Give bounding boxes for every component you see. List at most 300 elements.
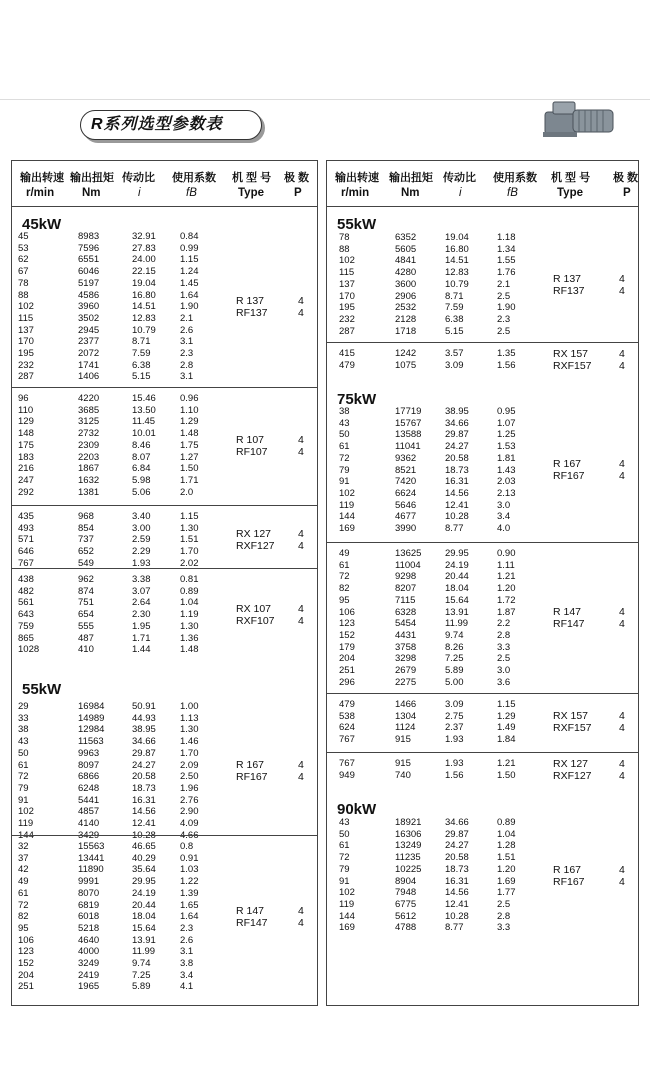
ratio-cell: 12.83 (132, 312, 156, 324)
speed-cell: 72 (18, 771, 29, 783)
ratio-cell: 44.93 (132, 712, 156, 724)
factor-cell: 1.49 (497, 722, 516, 734)
factor-cell: 2.13 (497, 487, 516, 499)
factor-cell: 1.22 (180, 876, 199, 888)
factor-cell: 4.66 (180, 829, 199, 841)
speed-cell: 37 (18, 852, 29, 864)
ratio-cell: 9.74 (445, 629, 464, 641)
factor-cell: 1.30 (180, 522, 199, 534)
ratio-cell: 19.04 (132, 277, 156, 289)
section-title: 55kW (337, 216, 377, 233)
speed-cell: 78 (339, 232, 350, 243)
ratio-cell: 1.93 (445, 734, 464, 746)
torque-cell: 15767 (395, 417, 422, 429)
speed-cell: 144 (18, 829, 34, 841)
speed-cell: 43 (339, 417, 350, 429)
factor-cell: 1.18 (497, 232, 516, 243)
pole-count: 4 (298, 602, 304, 615)
speed-cell: 183 (18, 451, 34, 463)
speed-cell: 251 (339, 665, 355, 676)
torque-cell: 2945 (78, 324, 100, 336)
speed-cell: 144 (339, 511, 355, 523)
factor-cell: 1.24 (180, 266, 199, 278)
model-type: R 147 (553, 606, 582, 619)
torque-cell: 15563 (78, 841, 105, 852)
factor-cell: 1.15 (180, 254, 199, 266)
factor-cell: 1.72 (497, 594, 516, 606)
factor-cell: 1.27 (180, 451, 199, 463)
factor-cell: 1.34 (497, 243, 516, 255)
factor-cell: 0.96 (180, 393, 199, 404)
ratio-cell: 50.91 (132, 701, 156, 712)
section-title: 90kW (337, 801, 377, 818)
factor-cell: 2.6 (180, 934, 194, 946)
torque-cell: 9298 (395, 571, 417, 583)
torque-cell: 6328 (395, 606, 417, 618)
torque-cell: 9963 (78, 747, 100, 759)
factor-cell: 1.70 (180, 747, 199, 759)
factor-cell: 1.81 (497, 452, 516, 464)
torque-cell: 8207 (395, 583, 417, 595)
torque-cell: 7596 (78, 242, 100, 254)
header-poles-unit: P (294, 187, 302, 199)
speed-cell: 287 (18, 371, 34, 383)
speed-cell: 292 (18, 486, 34, 498)
ratio-cell: 11.99 (132, 946, 156, 958)
group-divider (12, 505, 317, 506)
factor-cell: 1.70 (180, 546, 199, 558)
speed-cell: 415 (339, 348, 355, 359)
header-torque: 输出扭矩 (389, 172, 433, 184)
ratio-cell: 10.79 (445, 278, 469, 290)
speed-cell: 179 (339, 641, 355, 653)
factor-cell: 1.71 (180, 474, 199, 486)
ratio-cell: 22.15 (132, 266, 156, 278)
speed-cell: 102 (18, 806, 34, 818)
speed-cell: 115 (339, 267, 355, 279)
speed-cell: 195 (18, 348, 34, 359)
factor-cell: 3.3 (497, 922, 511, 934)
torque-cell: 1075 (395, 359, 417, 371)
speed-cell: 493 (18, 522, 34, 534)
ratio-cell: 18.73 (445, 464, 469, 476)
group-divider (327, 752, 638, 753)
ratio-cell: 29.95 (445, 548, 469, 559)
speed-cell: 435 (18, 511, 34, 522)
header-model-unit: Type (557, 187, 583, 199)
factor-cell: 2.3 (497, 313, 511, 325)
factor-cell: 1.25 (497, 429, 516, 441)
torque-cell: 549 (78, 557, 94, 569)
ratio-cell: 34.66 (445, 817, 469, 828)
factor-cell: 1.50 (497, 769, 516, 781)
pole-count: 4 (298, 540, 304, 553)
ratio-cell: 1.71 (132, 632, 151, 644)
header-ratio: 传动比 (443, 172, 476, 184)
factor-cell: 1.20 (497, 863, 516, 875)
torque-cell: 915 (395, 758, 411, 769)
pole-count: 4 (298, 433, 304, 446)
pole-count: 4 (619, 470, 625, 483)
speed-cell: 538 (339, 710, 355, 722)
ratio-cell: 3.09 (445, 359, 464, 371)
gear-motor-image (543, 98, 618, 140)
ratio-cell: 13.50 (132, 404, 156, 416)
torque-cell: 1965 (78, 981, 100, 993)
torque-cell: 6775 (395, 898, 417, 910)
ratio-cell: 32.91 (132, 231, 156, 242)
speed-cell: 72 (339, 852, 350, 864)
speed-cell: 170 (339, 290, 355, 302)
torque-cell: 4857 (78, 806, 100, 818)
factor-cell: 3.8 (180, 958, 194, 969)
torque-cell: 5441 (78, 794, 100, 806)
torque-cell: 915 (395, 734, 411, 746)
model-type: R 167 (553, 863, 582, 876)
ratio-cell: 8.71 (445, 290, 464, 302)
factor-cell: 3.4 (180, 969, 194, 981)
pole-count: 4 (298, 759, 304, 772)
ratio-cell: 7.25 (445, 653, 464, 665)
ratio-cell: 40.29 (132, 852, 156, 864)
torque-cell: 737 (78, 534, 94, 546)
torque-cell: 11235 (395, 852, 421, 864)
speed-cell: 232 (339, 313, 355, 325)
ratio-cell: 24.27 (132, 759, 156, 771)
header-ratio-unit: i (459, 187, 462, 199)
header-poles: 极 数 (613, 172, 639, 184)
torque-cell: 4220 (78, 393, 100, 404)
header-ratio: 传动比 (122, 172, 155, 184)
speed-cell: 88 (339, 243, 350, 255)
speed-cell: 72 (18, 899, 29, 911)
factor-cell: 1.21 (497, 571, 516, 583)
factor-cell: 1.69 (497, 875, 516, 887)
torque-cell: 4788 (395, 922, 417, 934)
factor-cell: 1.35 (497, 348, 516, 359)
speed-cell: 438 (18, 574, 34, 585)
speed-cell: 102 (339, 487, 355, 499)
torque-cell: 5646 (395, 499, 417, 511)
ratio-cell: 24.27 (445, 441, 469, 453)
ratio-cell: 13.91 (445, 606, 469, 618)
left-table (11, 160, 318, 1006)
torque-cell: 4000 (78, 946, 100, 958)
factor-cell: 1.90 (497, 302, 516, 314)
ratio-cell: 14.51 (445, 255, 469, 267)
torque-cell: 6551 (78, 254, 100, 266)
speed-cell: 95 (18, 922, 29, 934)
torque-cell: 8070 (78, 887, 100, 899)
pole-count: 4 (298, 917, 304, 930)
speed-cell: 175 (18, 439, 34, 451)
torque-cell: 6866 (78, 771, 100, 783)
pole-count: 4 (298, 307, 304, 320)
ratio-cell: 12.41 (445, 499, 469, 511)
ratio-cell: 3.57 (445, 348, 464, 359)
factor-cell: 1.90 (180, 301, 199, 313)
torque-cell: 1741 (78, 359, 100, 371)
pole-count: 4 (298, 295, 304, 308)
ratio-cell: 18.73 (445, 863, 469, 875)
torque-cell: 4280 (395, 267, 417, 279)
ratio-cell: 20.58 (445, 452, 469, 464)
torque-cell: 6018 (78, 911, 100, 923)
header-factor: 使用系数 (172, 172, 216, 184)
header-torque: 输出扭矩 (70, 172, 114, 184)
group-divider (12, 835, 317, 836)
factor-cell: 1.07 (497, 417, 516, 429)
pole-count: 4 (619, 875, 625, 888)
speed-cell: 50 (339, 828, 350, 840)
speed-cell: 91 (18, 794, 29, 806)
factor-cell: 1.11 (497, 559, 515, 571)
ratio-cell: 2.37 (445, 722, 464, 734)
factor-cell: 2.2 (497, 618, 511, 630)
header-speed-unit: r/min (26, 187, 55, 199)
model-type: R 137 (236, 295, 265, 308)
model-type: RXF157 (553, 359, 592, 372)
ratio-cell: 34.66 (445, 417, 469, 429)
ratio-cell: 15.46 (132, 393, 156, 404)
speed-cell: 119 (18, 818, 34, 829)
torque-cell: 11004 (395, 559, 421, 571)
factor-cell: 2.8 (180, 359, 194, 371)
torque-cell: 17719 (395, 406, 422, 417)
factor-cell: 0.8 (180, 841, 194, 852)
factor-cell: 2.1 (180, 312, 194, 324)
torque-cell: 2377 (78, 336, 100, 348)
ratio-cell: 1.95 (132, 620, 151, 632)
group-divider (327, 542, 638, 543)
factor-cell: 2.0 (180, 486, 194, 498)
model-type: R 147 (236, 905, 265, 918)
speed-cell: 79 (18, 782, 29, 794)
torque-cell: 13625 (395, 548, 422, 559)
header-model-unit: Type (238, 187, 264, 199)
factor-cell: 2.5 (497, 290, 511, 302)
speed-cell: 50 (339, 429, 350, 441)
speed-cell: 29 (18, 701, 29, 712)
factor-cell: 2.3 (180, 922, 194, 934)
speed-cell: 106 (18, 934, 34, 946)
torque-cell: 874 (78, 585, 94, 597)
torque-cell: 3429 (78, 829, 100, 841)
speed-cell: 49 (18, 876, 29, 888)
section-title: 75kW (337, 391, 377, 408)
factor-cell: 1.20 (497, 583, 516, 595)
torque-cell: 8904 (395, 875, 417, 887)
factor-cell: 3.0 (497, 665, 511, 676)
torque-cell: 410 (78, 644, 94, 656)
factor-cell: 2.8 (497, 629, 511, 641)
ratio-cell: 29.87 (445, 429, 469, 441)
torque-cell: 9991 (78, 876, 100, 888)
speed-cell: 50 (18, 747, 29, 759)
ratio-cell: 29.87 (132, 747, 156, 759)
pole-count: 4 (298, 905, 304, 918)
factor-cell: 1.87 (497, 606, 516, 618)
ratio-cell: 12.41 (132, 818, 156, 829)
model-type: RXF127 (553, 769, 592, 782)
ratio-cell: 16.31 (445, 875, 469, 887)
torque-cell: 12984 (78, 724, 105, 736)
factor-cell: 1.96 (180, 782, 199, 794)
factor-cell: 1.51 (180, 534, 199, 546)
torque-cell: 1466 (395, 699, 417, 710)
factor-cell: 1.15 (180, 511, 199, 522)
ratio-cell: 5.98 (132, 474, 151, 486)
speed-cell: 72 (339, 452, 350, 464)
ratio-cell: 20.58 (445, 852, 469, 864)
ratio-cell: 12.41 (445, 898, 469, 910)
model-type: RF167 (236, 771, 268, 784)
factor-cell: 4.0 (497, 523, 511, 534)
model-type: RF147 (236, 917, 268, 930)
torque-cell: 1381 (78, 486, 100, 498)
ratio-cell: 20.44 (132, 899, 156, 911)
factor-cell: 3.3 (497, 641, 511, 653)
speed-cell: 195 (339, 302, 355, 314)
torque-cell: 4677 (395, 511, 417, 523)
torque-cell: 7115 (395, 594, 416, 606)
model-type: RF167 (553, 470, 585, 483)
ratio-cell: 18.73 (132, 782, 156, 794)
speed-cell: 45 (18, 231, 29, 242)
factor-cell: 1.56 (497, 359, 516, 371)
torque-cell: 652 (78, 546, 94, 558)
factor-cell: 1.10 (180, 404, 199, 416)
speed-cell: 137 (339, 278, 355, 290)
ratio-cell: 6.38 (132, 359, 151, 371)
factor-cell: 1.45 (180, 277, 199, 289)
factor-cell: 1.29 (180, 416, 199, 428)
torque-cell: 3298 (395, 653, 417, 665)
model-type: RX 157 (553, 347, 589, 360)
ratio-cell: 13.91 (132, 934, 156, 946)
pole-count: 4 (619, 710, 625, 723)
model-type: R 107 (236, 433, 265, 446)
factor-cell: 1.65 (180, 899, 199, 911)
speed-cell: 204 (339, 653, 355, 665)
model-type: R 167 (236, 759, 265, 772)
torque-cell: 3758 (395, 641, 417, 653)
speed-cell: 102 (18, 301, 34, 313)
torque-cell: 5454 (395, 618, 417, 630)
header-model: 机 型 号 (232, 172, 272, 184)
factor-cell: 3.1 (180, 371, 194, 383)
table-header (12, 161, 317, 207)
speed-cell: 106 (339, 606, 355, 618)
speed-cell: 72 (339, 571, 350, 583)
torque-cell: 8521 (395, 464, 417, 476)
factor-cell: 1.48 (180, 644, 199, 656)
pole-count: 4 (298, 445, 304, 458)
model-type: RF107 (236, 445, 268, 458)
speed-cell: 110 (18, 404, 34, 416)
ratio-cell: 5.89 (445, 665, 464, 676)
header-poles-unit: P (623, 187, 631, 199)
factor-cell: 1.19 (180, 609, 199, 621)
ratio-cell: 16.80 (132, 289, 156, 301)
ratio-cell: 35.64 (132, 864, 156, 876)
factor-cell: 1.30 (180, 724, 199, 736)
speed-cell: 767 (339, 734, 355, 746)
ratio-cell: 6.84 (132, 463, 151, 475)
ratio-cell: 1.56 (445, 769, 464, 781)
ratio-cell: 11.99 (445, 618, 469, 630)
factor-cell: 2.5 (497, 653, 511, 665)
torque-cell: 962 (78, 574, 94, 585)
ratio-cell: 5.89 (132, 981, 151, 993)
factor-cell: 0.89 (497, 817, 516, 828)
torque-cell: 3600 (395, 278, 417, 290)
speed-cell: 561 (18, 597, 34, 609)
factor-cell: 0.95 (497, 406, 516, 417)
speed-cell: 102 (339, 255, 355, 267)
torque-cell: 5218 (78, 922, 100, 934)
ratio-cell: 8.26 (445, 641, 464, 653)
pole-count: 4 (619, 284, 625, 297)
factor-cell: 1.03 (180, 864, 199, 876)
torque-cell: 2203 (78, 451, 100, 463)
factor-cell: 3.6 (497, 676, 511, 688)
speed-cell: 479 (339, 359, 355, 371)
model-type: RXF107 (236, 614, 275, 627)
factor-cell: 1.76 (497, 267, 516, 279)
torque-cell: 3502 (78, 312, 100, 324)
ratio-cell: 1.93 (132, 557, 151, 569)
section-title: 45kW (22, 216, 62, 233)
speed-cell: 61 (339, 840, 350, 852)
header-torque-unit: Nm (82, 187, 101, 199)
speed-cell: 287 (339, 325, 355, 337)
factor-cell: 1.55 (497, 255, 516, 267)
group-divider (327, 342, 638, 343)
factor-cell: 1.21 (497, 758, 516, 769)
ratio-cell: 20.44 (445, 571, 469, 583)
torque-cell: 555 (78, 620, 94, 632)
speed-cell: 482 (18, 585, 34, 597)
speed-cell: 91 (339, 476, 350, 488)
speed-cell: 123 (339, 618, 355, 630)
model-type: RX 127 (553, 757, 589, 770)
model-type: RXF127 (236, 540, 275, 553)
torque-cell: 5612 (395, 910, 417, 922)
factor-cell: 2.8 (497, 910, 511, 922)
factor-cell: 1.64 (180, 289, 199, 301)
factor-cell: 1.13 (180, 712, 199, 724)
pole-count: 4 (619, 458, 625, 471)
torque-cell: 6624 (395, 487, 417, 499)
section-title: 55kW (22, 681, 62, 698)
torque-cell: 1304 (395, 710, 417, 722)
ratio-cell: 16.31 (132, 794, 156, 806)
factor-cell: 1.64 (180, 911, 199, 923)
speed-cell: 33 (18, 712, 29, 724)
header-speed-unit: r/min (341, 187, 370, 199)
speed-cell: 96 (18, 393, 29, 404)
factor-cell: 3.1 (180, 946, 194, 958)
torque-cell: 2419 (78, 969, 100, 981)
torque-cell: 14989 (78, 712, 105, 724)
torque-cell: 854 (78, 522, 94, 534)
factor-cell: 1.75 (180, 439, 199, 451)
ratio-cell: 3.00 (132, 522, 151, 534)
torque-cell: 9362 (395, 452, 417, 464)
factor-cell: 1.30 (180, 620, 199, 632)
speed-cell: 148 (18, 428, 34, 440)
